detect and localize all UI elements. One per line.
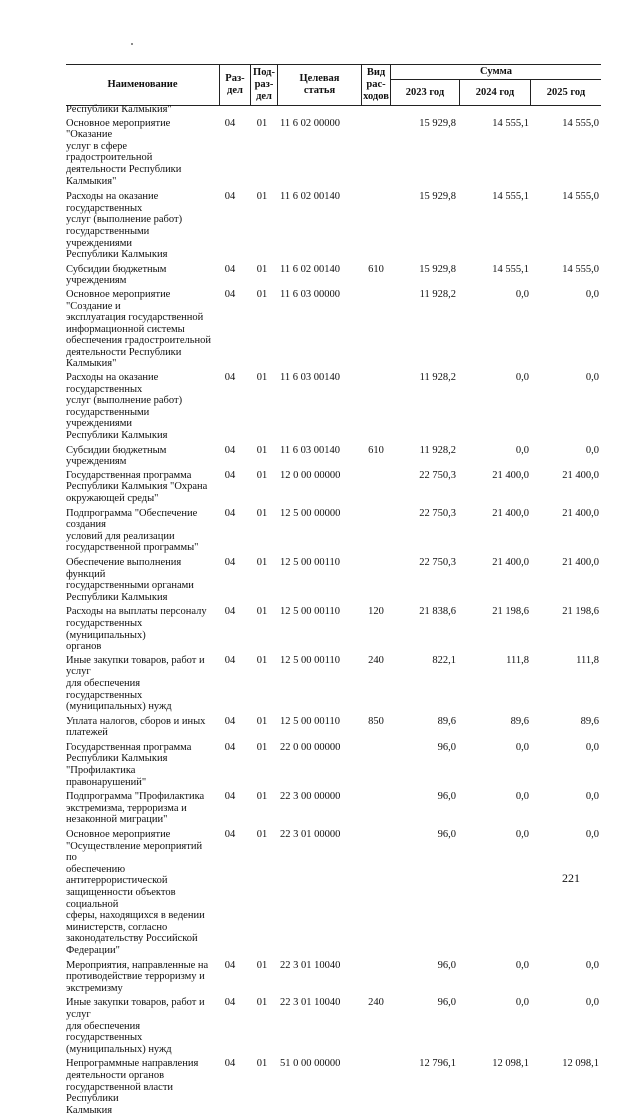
table-body (66, 104, 601, 1116)
cell-sum-2025: 0,0 (585, 959, 599, 971)
cell-razdel: 04 (224, 556, 236, 568)
row-name-line: Республики Калмыкия "Охрана (66, 481, 208, 493)
cell-celevaya-statya: 12 5 00 00000 (280, 507, 341, 519)
row-name-line: обеспечения градостроительной (66, 335, 212, 347)
cell-sum-2025: 21 198,6 (562, 606, 599, 618)
row-name-line: Непрограммные направления (66, 1058, 199, 1070)
row-name-line: платежей (66, 727, 108, 739)
cell-sum-2023: 96,0 (437, 829, 456, 841)
cell-sum-2025: 0,0 (585, 444, 599, 456)
cell-sum-2025: 0,0 (585, 791, 599, 803)
cell-celevaya-statya: 22 3 00 00000 (280, 791, 341, 803)
row-name (66, 829, 212, 957)
row-name-line: Республики Калмыкия (66, 591, 168, 603)
cell-podrazdel: 01 (256, 372, 268, 384)
table-row (66, 960, 601, 995)
header-vid-rashodov: Вид рас- ходов (363, 67, 389, 102)
header-razdel: Раз- дел (225, 73, 245, 96)
row-name-line: Расходы на выплаты персоналу (66, 606, 207, 618)
row-name-line: (муниципальных) нужд (66, 701, 172, 713)
cell-sum-2023: 15 929,8 (419, 117, 456, 129)
row-name-line: Калмыкия (66, 1104, 113, 1116)
cell-podrazdel: 01 (256, 444, 268, 456)
cell-sum-2023: 11 928,2 (419, 444, 456, 456)
cell-celevaya-statya: 11 6 02 00140 (280, 191, 340, 203)
cell-sum-2023: 11 928,2 (419, 372, 456, 384)
row-name-line: деятельности органов (66, 1069, 165, 1081)
cell-sum-2024: 21 400,0 (492, 507, 529, 519)
row-name (66, 264, 212, 287)
cell-sum-2023: 822,1 (432, 654, 456, 666)
cell-razdel: 04 (224, 288, 236, 300)
row-name-line: экстремизму (66, 982, 123, 994)
cell-razdel: 04 (224, 372, 236, 384)
cell-vid-rashodov: 240 (368, 997, 384, 1009)
row-name-line: для обеспечения государственных (66, 1020, 143, 1044)
cell-celevaya-statya: 12 5 00 00110 (280, 715, 340, 727)
cell-razdel: 04 (224, 507, 236, 519)
cell-podrazdel: 01 (256, 556, 268, 568)
row-name-line: окружающей среды" (66, 493, 159, 504)
cell-celevaya-statya: 22 0 00 00000 (280, 741, 341, 753)
cell-sum-2024: 14 555,1 (492, 191, 529, 203)
table-row (66, 289, 601, 370)
cell-sum-2024: 21 400,0 (492, 469, 529, 481)
cell-sum-2023: 22 750,3 (419, 507, 456, 519)
cell-vid-rashodov: 610 (368, 263, 384, 275)
cell-podrazdel: 01 (256, 288, 268, 300)
header-summa: Сумма (480, 66, 512, 77)
row-name-line: противодействие терроризму и (66, 971, 205, 983)
cell-sum-2023: 89,6 (437, 715, 456, 727)
cell-sum-2024: 12 098,1 (492, 1058, 529, 1070)
cell-vid-rashodov: 610 (368, 444, 384, 456)
cell-sum-2024: 0,0 (515, 997, 529, 1009)
table-row (66, 1058, 601, 1116)
table-row (66, 264, 601, 287)
cell-celevaya-statya: 11 6 02 00140 (280, 263, 340, 275)
row-name (66, 716, 212, 739)
header-name: Наименование (107, 79, 178, 90)
row-name-line: государственными учреждениями (66, 225, 150, 249)
page-number: 221 (562, 871, 580, 885)
cell-sum-2024: 0,0 (515, 829, 529, 841)
cell-sum-2025: 21 400,0 (562, 507, 599, 519)
header-2025: 2025 год (546, 86, 586, 98)
table-row (66, 104, 601, 116)
cell-sum-2025: 0,0 (585, 829, 599, 841)
row-name-line: государственными учреждениями (66, 406, 150, 430)
cell-razdel: 04 (224, 469, 236, 481)
row-name-line: Основное мероприятие (66, 829, 171, 841)
cell-sum-2025: 0,0 (585, 288, 599, 300)
cell-sum-2025: 21 400,0 (562, 556, 599, 568)
cell-razdel: 04 (224, 791, 236, 803)
table-row (66, 716, 601, 739)
row-name-line: Государственная программа (66, 469, 192, 481)
cell-razdel: 04 (224, 829, 236, 841)
row-name-line: Иные закупки товаров, работ и услуг (66, 654, 205, 678)
row-name-line: Республики Калмыкия (66, 249, 168, 261)
cell-vid-rashodov: 120 (368, 606, 384, 618)
cell-sum-2024: 14 555,1 (492, 263, 529, 275)
header-podrazdel: Под- раз- дел (253, 67, 275, 102)
row-name (66, 191, 212, 261)
row-name-line: Мероприятия, направленные на (66, 959, 209, 971)
row-name-line: услуг (выполнение работ) (66, 214, 183, 226)
row-name (66, 606, 212, 652)
table-row (66, 508, 601, 554)
cell-podrazdel: 01 (256, 507, 268, 519)
cell-celevaya-statya: 12 5 00 00110 (280, 606, 340, 618)
row-name-line: Подпрограмма "Обеспечение создания (66, 507, 198, 531)
header-celevaya-statya: Целевая статья (299, 73, 340, 96)
cell-razdel: 04 (224, 263, 236, 275)
cell-razdel: 04 (224, 959, 236, 971)
row-name-line: (муниципальных) нужд (66, 1043, 172, 1055)
table-row (66, 372, 601, 442)
row-name-line: Республики Калмыкия (66, 430, 168, 442)
cell-sum-2025: 21 400,0 (562, 469, 599, 481)
cell-celevaya-statya: 11 6 03 00140 (280, 372, 340, 384)
cell-celevaya-statya: 51 0 00 00000 (280, 1058, 341, 1070)
table-row (66, 191, 601, 261)
cell-vid-rashodov: 240 (368, 654, 384, 666)
row-name (66, 470, 212, 505)
row-name-line: экстремизма, терроризма и (66, 802, 187, 814)
cell-sum-2023: 22 750,3 (419, 469, 456, 481)
cell-podrazdel: 01 (256, 997, 268, 1009)
row-name-line: Субсидии бюджетным учреждениям (66, 263, 167, 287)
cell-sum-2025: 14 555,0 (562, 263, 599, 275)
table-row (66, 829, 601, 957)
cell-podrazdel: 01 (256, 654, 268, 666)
row-name-line: Обеспечение выполнения функций (66, 556, 182, 580)
cell-razdel: 04 (224, 741, 236, 753)
cell-sum-2024: 21 400,0 (492, 556, 529, 568)
table-row (66, 791, 601, 826)
cell-sum-2023: 15 929,8 (419, 263, 456, 275)
scan-speck (131, 43, 133, 45)
row-name (66, 997, 212, 1055)
row-name (66, 791, 212, 826)
cell-sum-2023: 22 750,3 (419, 556, 456, 568)
row-name-line: Субсидии бюджетным учреждениям (66, 444, 167, 468)
row-name-line: защищенности объектов социальной (66, 887, 176, 910)
cell-celevaya-statya: 22 3 01 00000 (280, 829, 341, 841)
cell-sum-2023: 96,0 (437, 959, 456, 971)
cell-podrazdel: 01 (256, 191, 268, 203)
cell-razdel: 04 (224, 1058, 236, 1070)
cell-celevaya-statya: 22 3 01 10040 (280, 959, 341, 971)
cell-celevaya-statya: 12 5 00 00110 (280, 654, 340, 666)
cell-sum-2023: 96,0 (437, 791, 456, 803)
row-name-line: обеспечению антитеррористической (66, 863, 168, 887)
cell-razdel: 04 (224, 715, 236, 727)
cell-podrazdel: 01 (256, 715, 268, 727)
cell-sum-2025: 12 098,1 (562, 1058, 599, 1070)
cell-razdel: 04 (224, 606, 236, 618)
row-name-line: государственных (муниципальных) (66, 617, 146, 641)
cell-sum-2025: 14 555,0 (562, 191, 599, 203)
cell-podrazdel: 01 (256, 1058, 268, 1070)
row-name-line: законодательству Российской (66, 933, 198, 945)
row-name (66, 289, 212, 370)
cell-podrazdel: 01 (256, 959, 268, 971)
row-name-line: сферы, находящихся в ведении (66, 910, 205, 922)
cell-podrazdel: 01 (256, 117, 268, 129)
cell-podrazdel: 01 (256, 469, 268, 481)
table-row (66, 470, 601, 505)
row-name (66, 742, 212, 788)
row-name (66, 655, 212, 713)
row-name-line: правонарушений" (66, 776, 147, 788)
row-name (66, 1058, 212, 1116)
row-name-line: Расходы на оказание государственных (66, 191, 159, 214)
cell-sum-2024: 21 198,6 (492, 606, 529, 618)
row-name (66, 960, 212, 995)
header-2023: 2023 год (405, 86, 445, 98)
row-name-line: Основное мероприятие "Оказание (66, 117, 171, 141)
cell-razdel: 04 (224, 191, 236, 203)
row-name-line: Федерации" (66, 944, 120, 956)
table-row (66, 606, 601, 652)
cell-podrazdel: 01 (256, 606, 268, 618)
cell-podrazdel: 01 (256, 829, 268, 841)
row-name-line: органов (66, 641, 102, 653)
row-name-line: условий для реализации (66, 530, 175, 542)
cell-sum-2025: 0,0 (585, 372, 599, 384)
cell-podrazdel: 01 (256, 741, 268, 753)
row-name-line: эксплуатация государственной (66, 312, 204, 324)
cell-sum-2024: 0,0 (515, 372, 529, 384)
table-row (66, 557, 601, 603)
cell-razdel: 04 (224, 654, 236, 666)
row-name-line: Подпрограмма "Профилактика (66, 791, 205, 803)
row-name-line: информационной системы (66, 323, 185, 335)
row-name-line: министерств, согласно (66, 921, 168, 933)
cell-sum-2025: 0,0 (585, 997, 599, 1009)
cell-sum-2024: 0,0 (515, 288, 529, 300)
cell-sum-2023: 96,0 (437, 741, 456, 753)
cell-sum-2025: 111,8 (576, 654, 599, 666)
cell-sum-2024: 0,0 (515, 791, 529, 803)
row-name-line: Республики Калмыкия" (66, 104, 172, 115)
row-name-line: Расходы на оказание государственных (66, 372, 159, 395)
cell-sum-2023: 11 928,2 (419, 288, 456, 300)
row-name (66, 557, 212, 603)
cell-celevaya-statya: 22 3 01 10040 (280, 997, 341, 1009)
row-name-line: Государственная программа (66, 741, 192, 753)
table-row (66, 118, 601, 188)
row-name-line: незаконной миграции" (66, 814, 168, 826)
cell-vid-rashodov: 850 (368, 715, 384, 727)
cell-sum-2024: 0,0 (515, 959, 529, 971)
row-name-line: государственными органами (66, 580, 194, 592)
cell-razdel: 04 (224, 997, 236, 1009)
row-name-line: государственной программы" (66, 542, 199, 554)
cell-celevaya-statya: 11 6 02 00000 (280, 117, 340, 129)
cell-celevaya-statya: 12 5 00 00110 (280, 556, 340, 568)
cell-sum-2025: 0,0 (585, 741, 599, 753)
row-name-line: услуг (выполнение работ) (66, 395, 183, 407)
row-name-line: деятельности Республики Калмыкия" (66, 163, 182, 187)
row-name-line: Уплата налогов, сборов и иных (66, 715, 206, 727)
cell-sum-2025: 14 555,0 (562, 117, 599, 129)
cell-sum-2023: 12 796,1 (419, 1058, 456, 1070)
cell-celevaya-statya: 11 6 03 00140 (280, 444, 340, 456)
row-name (66, 372, 212, 442)
row-name-line: Основное мероприятие "Создание и (66, 288, 171, 312)
row-name-line: Иные закупки товаров, работ и услуг (66, 997, 205, 1020)
table-row (66, 742, 601, 788)
cell-razdel: 04 (224, 117, 236, 129)
cell-sum-2023: 96,0 (437, 997, 456, 1009)
cell-sum-2024: 111,8 (506, 654, 529, 666)
row-name (66, 104, 212, 116)
table-header (66, 64, 601, 106)
table-row (66, 445, 601, 468)
cell-celevaya-statya: 11 6 03 00000 (280, 288, 340, 300)
row-name-line: для обеспечения государственных (66, 677, 143, 701)
row-name (66, 508, 212, 554)
header-2024: 2024 год (475, 86, 515, 98)
cell-podrazdel: 01 (256, 791, 268, 803)
row-name (66, 118, 212, 188)
table-row (66, 655, 601, 713)
row-name-line: "Осуществление мероприятий по (66, 840, 203, 864)
cell-razdel: 04 (224, 444, 236, 456)
cell-sum-2023: 15 929,8 (419, 191, 456, 203)
row-name (66, 445, 212, 468)
row-name-line: государственной власти Республики (66, 1081, 174, 1105)
cell-sum-2024: 0,0 (515, 741, 529, 753)
cell-celevaya-statya: 12 0 00 00000 (280, 469, 341, 481)
cell-sum-2025: 89,6 (580, 715, 599, 727)
row-name-line: Республики Калмыкия "Профилактика (66, 753, 168, 777)
row-name-line: услуг в сфере градостроительной (66, 140, 153, 164)
cell-sum-2024: 14 555,1 (492, 117, 529, 129)
cell-sum-2024: 89,6 (510, 715, 529, 727)
row-name-line: деятельности Республики Калмыкия" (66, 346, 182, 370)
cell-sum-2024: 0,0 (515, 444, 529, 456)
cell-sum-2023: 21 838,6 (419, 606, 456, 618)
table-row (66, 997, 601, 1055)
cell-podrazdel: 01 (256, 263, 268, 275)
